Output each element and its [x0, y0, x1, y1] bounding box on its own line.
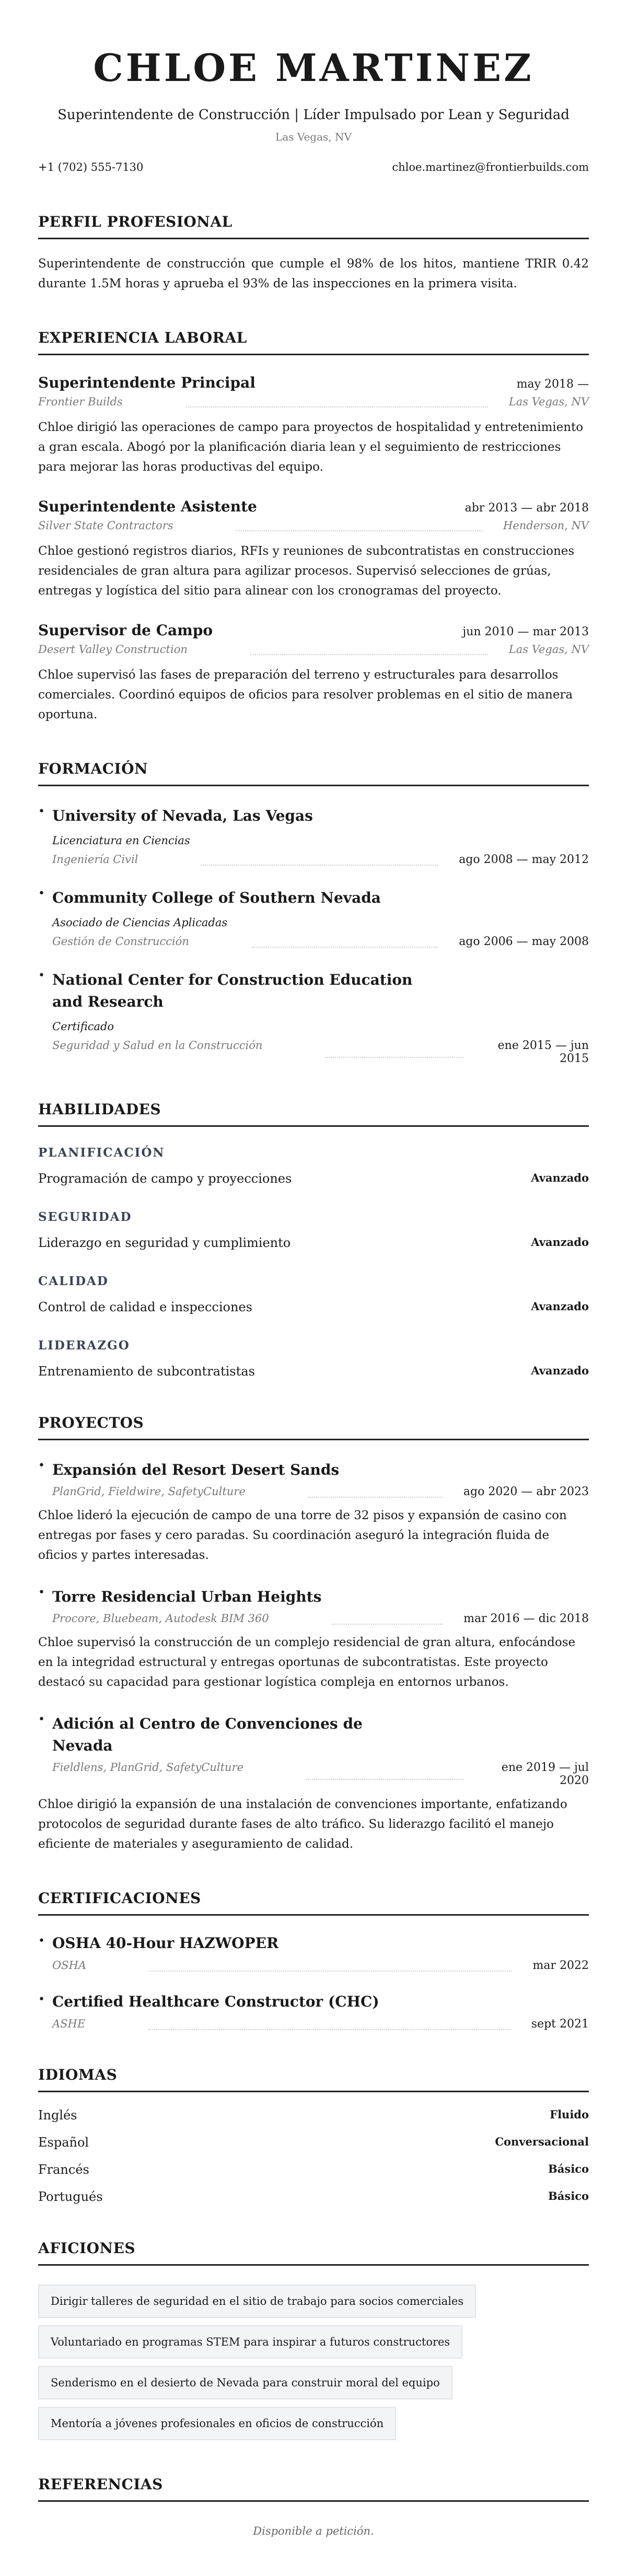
- meta-right: ene 2019 — jul 2020: [501, 1761, 589, 1787]
- languages-section: [38, 2066, 589, 2204]
- education-entry: [38, 969, 589, 1065]
- languages-list: [38, 2108, 589, 2204]
- certification-name: • OSHA 40-Hour HAZWOPER: [52, 1934, 279, 1952]
- certifications-section: [38, 1890, 589, 2031]
- institution: • National Center for Construction Education and Research: [52, 971, 413, 1010]
- phone: +1 (702) 555-7130: [38, 161, 144, 173]
- leader-dots: [308, 1497, 443, 1498]
- skill-category: CALIDAD: [38, 1274, 109, 1288]
- project-entry: [38, 1459, 589, 1565]
- meta-left: PlanGrid, Fieldwire, SafetyCulture: [52, 1485, 246, 1498]
- leader-dots: [201, 865, 438, 866]
- skill-level: Avanzado: [531, 1235, 589, 1249]
- job-entry: [38, 622, 589, 725]
- language-level: Conversacional: [495, 2135, 589, 2148]
- meta-left: Ingeniería Civil: [52, 853, 138, 866]
- leader-dots: [236, 530, 482, 531]
- skill-name: Control de calidad e inspecciones: [38, 1300, 252, 1314]
- skills-section: [38, 1101, 589, 1379]
- section-title: PROYECTOS: [38, 1414, 589, 1440]
- language-level: Básico: [548, 2189, 589, 2202]
- experience-list: [38, 374, 589, 725]
- headline: Superintendente de Construcción | Líder Impulsado por Lean y Seguridad: [57, 107, 570, 123]
- education-entry: [38, 887, 589, 948]
- projects-section: [38, 1414, 589, 1854]
- meta-right: Las Vegas, NV: [508, 643, 589, 656]
- projects-list: [38, 1459, 589, 1854]
- skill-name: Liderazgo en seguridad y cumplimiento: [38, 1235, 291, 1250]
- skills-list: [38, 1146, 589, 1379]
- meta-left: Frontier Builds: [38, 395, 123, 408]
- meta-left: Procore, Bluebeam, Autodesk BIM 360: [52, 1612, 269, 1625]
- job-role: Superintendente Asistente: [38, 498, 257, 515]
- profile-section: [38, 213, 589, 294]
- language-row: [38, 2189, 589, 2204]
- leader-dots: [250, 654, 488, 655]
- job-description: Chloe gestionó registros diarios, RFIs y reuniones de subcontratistas en construcciones residenciales de gran altura para agilizar procesos. Supervisó selecciones de grúas, entregas y logística del sitio para alinear con los cronogramas del proyecto.: [38, 544, 575, 598]
- institution: • Community College of Southern Nevada: [52, 889, 381, 906]
- skill-name: Entrenamiento de subcontratistas: [38, 1364, 255, 1379]
- location: Las Vegas, NV: [275, 131, 352, 143]
- language-name: Español: [38, 2135, 89, 2150]
- degree: Certificado: [52, 1020, 114, 1033]
- language-row: [38, 2108, 589, 2123]
- education-entry: [38, 805, 589, 866]
- certifications-list: [38, 1934, 589, 2031]
- language-row: [38, 2162, 589, 2177]
- section-title: EXPERIENCIA LABORAL: [38, 329, 589, 355]
- education-section: [38, 760, 589, 1065]
- leader-dots: [185, 406, 488, 407]
- skill-level: Avanzado: [531, 1171, 589, 1184]
- meta-row: [52, 2018, 589, 2031]
- job-description: Chloe dirigió las operaciones de campo para proyectos de hospitalidad y entretenimiento a gran escala. Abogó por la planificación diaria lean y el seguimiento de restricciones para mejorar las horas productivas del equipo.: [38, 421, 584, 474]
- job-title-row: [38, 622, 589, 639]
- meta-right: ene 2015 — jun 2015: [497, 1039, 589, 1065]
- job-role: Supervisor de Campo: [38, 622, 213, 639]
- project-description: Chloe lideró la ejecución de campo de una torre de 32 pisos y expansión de casino con entregas por fases y cero paradas. Su coordinación aseguró la integración fluida de oficios y partes interesadas.: [38, 1509, 567, 1562]
- meta-left: Gestión de Construcción: [52, 935, 189, 948]
- section-title: CERTIFICACIONES: [38, 1890, 589, 1916]
- job-title-row: [38, 498, 589, 515]
- skill-row: [38, 1171, 589, 1186]
- candidate-name: CHLOE MARTINEZ: [93, 45, 534, 90]
- meta-row: [52, 1612, 589, 1625]
- job-entry: [38, 374, 589, 477]
- meta-right: mar 2022: [532, 1959, 589, 1972]
- project-header: [38, 1586, 589, 1625]
- meta-left: Silver State Contractors: [38, 519, 173, 532]
- hobby-chip: Dirigir talleres de seguridad en el sitio de trabajo para socios comerciales: [38, 2284, 476, 2318]
- section-title: REFERENCIAS: [38, 2476, 589, 2502]
- language-level: Fluido: [550, 2108, 589, 2121]
- meta-left: ASHE: [52, 2018, 86, 2030]
- project-entry: [38, 1586, 589, 1692]
- skill-row: [38, 1235, 589, 1250]
- job-dates: abr 2013 — abr 2018: [465, 502, 589, 515]
- language-row: [38, 2135, 589, 2150]
- language-name: Portugués: [38, 2189, 103, 2204]
- references-text: Disponible a petición.: [253, 2525, 374, 2537]
- experience-section: [38, 329, 589, 725]
- skill-category: LIDERAZGO: [38, 1338, 130, 1353]
- meta-right: ago 2008 — may 2012: [459, 853, 589, 866]
- leader-dots: [306, 1779, 463, 1780]
- leader-dots: [252, 947, 438, 948]
- job-dates: may 2018 —: [516, 378, 589, 391]
- skill-level: Avanzado: [531, 1364, 589, 1377]
- leader-dots: [325, 1057, 463, 1058]
- section-title: IDIOMAS: [38, 2066, 589, 2092]
- section-title: HABILIDADES: [38, 1101, 589, 1127]
- language-level: Básico: [548, 2162, 589, 2175]
- project-header: [38, 1459, 589, 1498]
- language-name: Inglés: [38, 2108, 77, 2123]
- skill-row: [38, 1364, 589, 1379]
- leader-dots: [332, 1624, 443, 1625]
- meta-left: OSHA: [52, 1959, 87, 1972]
- language-name: Francés: [38, 2162, 89, 2177]
- skill-row: [38, 1300, 589, 1314]
- meta-left: Seguridad y Salud en la Construcción: [52, 1039, 263, 1052]
- hobby-chip: Voluntariado en programas STEM para inspirar a futuros constructores: [38, 2325, 462, 2359]
- degree: Licenciatura en Ciencias: [52, 834, 190, 847]
- skill-level: Avanzado: [531, 1300, 589, 1313]
- profile-text: Superintendente de construcción que cumple el 98% de los hitos, mantiene TRIR 0.42 durante 1.5M horas y aprueba el 93% de las inspecciones en la primera visita.: [38, 257, 589, 290]
- job-dates: jun 2010 — mar 2013: [462, 625, 589, 638]
- meta-right: Henderson, NV: [503, 519, 589, 532]
- meta-right: mar 2016 — dic 2018: [463, 1612, 589, 1625]
- degree: Asociado de Ciencias Aplicadas: [52, 916, 228, 929]
- project-header: [38, 1713, 589, 1787]
- section-title: PERFIL PROFESIONAL: [38, 213, 589, 239]
- meta-left: Desert Valley Construction: [38, 643, 188, 656]
- meta-row: [52, 935, 589, 948]
- contact-row: [38, 161, 589, 173]
- project-description: Chloe dirigió la expansión de una instalación de convenciones importante, enfatizando protocolos de seguridad durante fases de alto tráfico. Su liderazgo facilitó el manejo eficiente de materiales y aseguramiento de calidad.: [38, 1798, 567, 1851]
- meta-row: [52, 1039, 589, 1065]
- meta-right: Las Vegas, NV: [508, 395, 589, 408]
- project-name: • Torre Residencial Urban Heights: [52, 1588, 322, 1605]
- project-name: • Adición al Centro de Convenciones de Nevada: [52, 1715, 363, 1754]
- meta-row: [38, 395, 589, 408]
- meta-right: ago 2020 — abr 2023: [463, 1485, 589, 1498]
- references-section: [38, 2476, 589, 2537]
- hobbies-list: [38, 2277, 589, 2440]
- skill-name: Programación de campo y proyecciones: [38, 1171, 292, 1186]
- institution: • University of Nevada, Las Vegas: [52, 807, 313, 824]
- meta-row: [52, 1959, 589, 1972]
- meta-row: [52, 1485, 589, 1498]
- certification-name: • Certified Healthcare Constructor (CHC): [52, 1993, 379, 2010]
- education-list: [38, 805, 589, 1065]
- meta-row: [38, 643, 589, 656]
- resume-header: [38, 42, 589, 173]
- meta-right: sept 2021: [531, 2018, 589, 2031]
- job-role: Superintendente Principal: [38, 374, 256, 391]
- meta-row: [52, 1761, 589, 1787]
- skill-category: SEGURIDAD: [38, 1210, 132, 1224]
- meta-row: [52, 853, 589, 866]
- email[interactable]: chloe.martinez@frontierbuilds.com: [392, 161, 589, 173]
- project-entry: [38, 1713, 589, 1854]
- section-title: AFICIONES: [38, 2240, 589, 2266]
- section-title: FORMACIÓN: [38, 760, 589, 786]
- job-description: Chloe supervisó las fases de preparación del terreno y estructurales para desarrollos comerciales. Coordinó equipos de oficios para resolver problemas en el sitio de manera oportuna.: [38, 668, 573, 721]
- skill-category: PLANIFICACIÓN: [38, 1146, 165, 1160]
- meta-right: ago 2006 — may 2008: [459, 935, 589, 948]
- hobby-chip: Senderismo en el desierto de Nevada para construir moral del equipo: [38, 2366, 452, 2399]
- job-entry: [38, 498, 589, 601]
- meta-left: Fieldlens, PlanGrid, SafetyCulture: [52, 1761, 244, 1774]
- job-title-row: [38, 374, 589, 391]
- certification-entry: [38, 1993, 589, 2031]
- certification-entry: [38, 1934, 589, 1972]
- hobbies-section: [38, 2240, 589, 2440]
- project-name: • Expansión del Resort Desert Sands: [52, 1461, 340, 1478]
- hobby-chip: Mentoría a jóvenes profesionales en oficios de construcción: [38, 2407, 396, 2440]
- leader-dots: [148, 2029, 510, 2030]
- project-description: Chloe supervisó la construcción de un complejo residencial de gran altura, enfocándose en la integridad estructural y entregas oportunas de subcontratistas. Este proyecto destacó su capacidad para gestionar logística compleja en entornos urbanos.: [38, 1636, 576, 1689]
- leader-dots: [149, 1971, 512, 1972]
- meta-row: [38, 519, 589, 532]
